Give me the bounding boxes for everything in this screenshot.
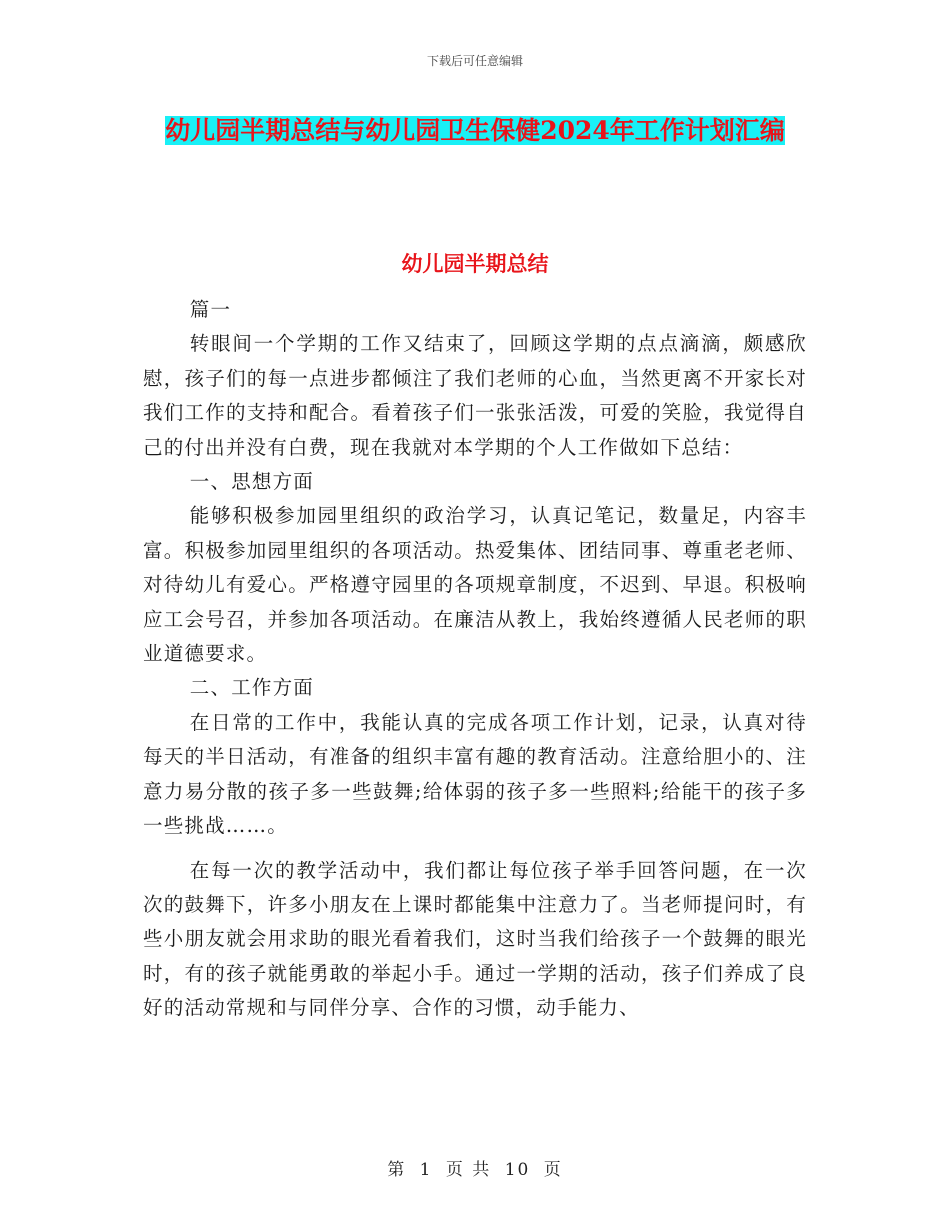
footer-suffix: 页 bbox=[543, 1160, 563, 1180]
paragraph-intro: 转眼间一个学期的工作又结束了，回顾这学期的点点滴滴，颇感欣慰，孩子们的每一点进步都倾注了我们老师的心血，当然更离不开家长对我们工作的支持和配合。看着孩子们一张张活泼，可爱的笑脸，我觉得自己的付出并没有白费，现在我就对本学期的个人工作做如下总结： bbox=[143, 332, 807, 459]
heading-work: 二、工作方面 bbox=[189, 676, 314, 700]
paragraph-work: 在日常的工作中，我能认真的完成各项工作计划，记录，认真对待每天的半日活动，有准备的组织丰富有趣的教育活动。注意给胆小的、注意力易分散的孩子多一些鼓舞;给体弱的孩子多一些照料;给能干的孩子多一些挑战……。 bbox=[143, 710, 807, 838]
document-body bbox=[143, 293, 807, 1026]
paragraph-thought: 能够积极参加园里组织的政治学习，认真记笔记，数量足，内容丰富。积极参加园里组织的各项活动。热爱集体、团结同事、尊重老老师、对待幼儿有爱心。严格遵守园里的各项规章制度，不迟到、早退。积极响应工会号召，并参加各项活动。在廉洁从教上，我始终遵循人民老师的职业道德要求。 bbox=[143, 504, 807, 666]
document-title-text: 幼儿园半期总结与幼儿园卫生保健2024年工作计划汇编 bbox=[165, 116, 785, 145]
header-note: 下载后可任意编辑 bbox=[426, 54, 523, 68]
paragraph-part-label: 篇一 bbox=[189, 298, 232, 321]
footer-page-number: 1 bbox=[419, 1160, 433, 1180]
section-title: 幼儿园半期总结 bbox=[401, 251, 549, 276]
document-title bbox=[140, 108, 810, 154]
paragraph-teaching: 在每一次的教学活动中，我们都让每位孩子举手回答问题，在一次次的鼓舞下，许多小朋友在上课时都能集中注意力了。当老师提问时，有些小朋友就会用求助的眼光看着我们，这时当我们给孩子一个鼓舞的眼光时，有的孩子就能勇敢的举起小手。通过一学期的活动，孩子们养成了良好的活动常规和与同伴分享、合作的习惯，动手能力、 bbox=[143, 858, 807, 1020]
footer-mid: 页 共 bbox=[445, 1160, 492, 1180]
footer-total-pages: 10 bbox=[504, 1160, 531, 1180]
footer-prefix: 第 bbox=[387, 1160, 407, 1180]
page-footer bbox=[0, 1155, 950, 1180]
heading-thought: 一、思想方面 bbox=[189, 470, 314, 494]
